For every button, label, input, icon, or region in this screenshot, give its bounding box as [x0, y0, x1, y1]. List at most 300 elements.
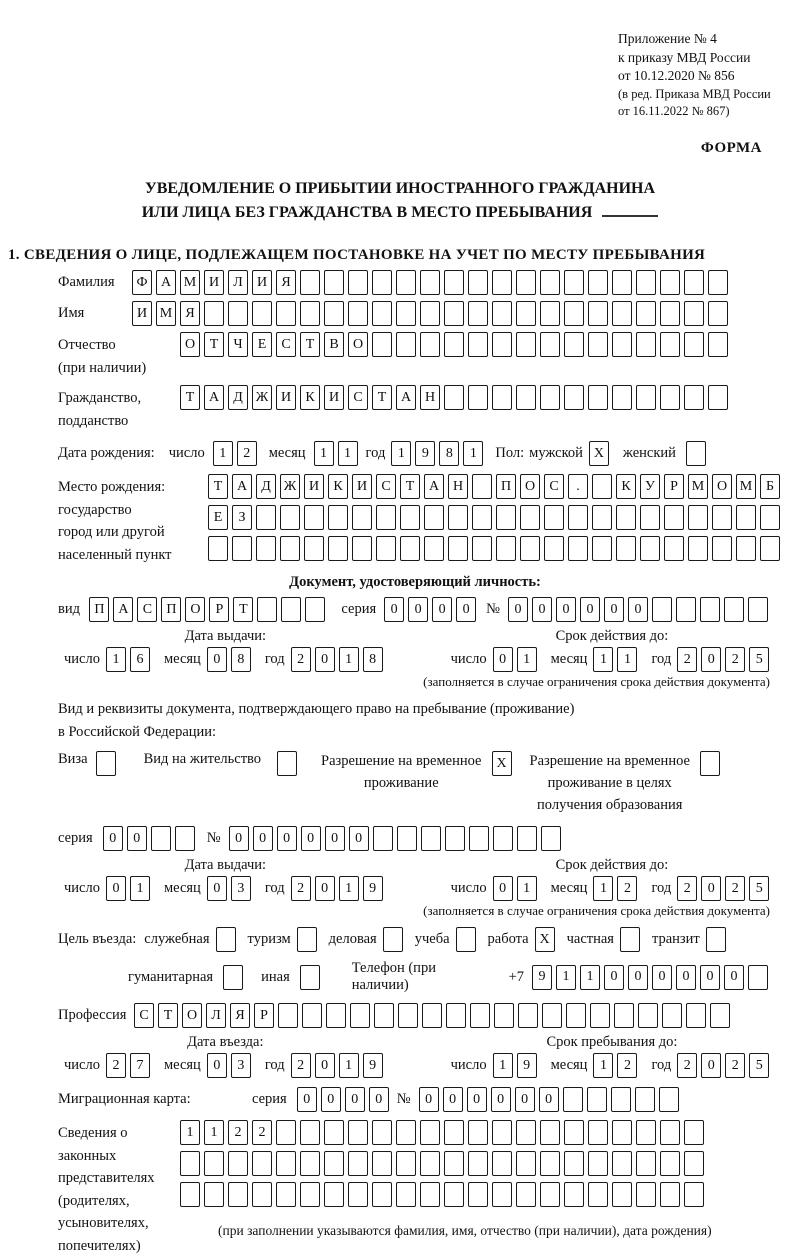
char-cell[interactable]: Р — [664, 474, 684, 499]
char-cell[interactable] — [659, 1087, 679, 1112]
char-cell[interactable] — [397, 826, 417, 851]
char-cell[interactable] — [520, 505, 540, 530]
char-cell[interactable]: 0 — [628, 965, 648, 990]
char-cell[interactable] — [516, 270, 536, 295]
purpose-business-checkbox[interactable] — [383, 927, 403, 952]
char-cell[interactable] — [281, 597, 301, 622]
char-cell[interactable] — [612, 1151, 632, 1176]
char-cell[interactable] — [492, 1151, 512, 1176]
char-cell[interactable] — [612, 385, 632, 410]
char-cell[interactable] — [708, 270, 728, 295]
char-cell[interactable]: Ж — [252, 385, 272, 410]
char-cell[interactable]: 1 — [180, 1120, 200, 1145]
char-cell[interactable]: 0 — [321, 1087, 341, 1112]
char-cell[interactable] — [636, 301, 656, 326]
char-cell[interactable]: 0 — [103, 826, 123, 851]
char-cell[interactable]: 0 — [315, 647, 335, 672]
char-cell[interactable] — [208, 536, 228, 561]
char-cell[interactable] — [516, 385, 536, 410]
char-cell[interactable]: О — [185, 597, 205, 622]
char-cell[interactable] — [204, 301, 224, 326]
char-cell[interactable]: 1 — [339, 647, 359, 672]
char-cell[interactable] — [636, 270, 656, 295]
char-cell[interactable] — [400, 505, 420, 530]
char-cell[interactable]: 0 — [508, 597, 528, 622]
char-cell[interactable]: . — [568, 474, 588, 499]
char-cell[interactable] — [708, 385, 728, 410]
char-cell[interactable] — [684, 1182, 704, 1207]
char-cell[interactable] — [420, 1120, 440, 1145]
char-cell[interactable] — [376, 536, 396, 561]
char-cell[interactable] — [496, 505, 516, 530]
char-cell[interactable]: 2 — [677, 1053, 697, 1078]
char-cell[interactable]: 1 — [517, 876, 537, 901]
char-cell[interactable] — [252, 301, 272, 326]
char-cell[interactable]: 1 — [339, 1053, 359, 1078]
char-cell[interactable] — [328, 536, 348, 561]
char-cell[interactable] — [616, 536, 636, 561]
char-cell[interactable] — [396, 332, 416, 357]
char-cell[interactable]: 1 — [593, 647, 613, 672]
char-cell[interactable]: 2 — [677, 647, 697, 672]
char-cell[interactable] — [684, 332, 704, 357]
char-cell[interactable]: 0 — [419, 1087, 439, 1112]
char-cell[interactable]: П — [161, 597, 181, 622]
char-cell[interactable] — [324, 1151, 344, 1176]
char-cell[interactable] — [396, 270, 416, 295]
char-cell[interactable] — [420, 332, 440, 357]
char-cell[interactable]: 0 — [676, 965, 696, 990]
purpose-private-checkbox[interactable] — [620, 927, 640, 952]
char-cell[interactable] — [376, 505, 396, 530]
char-cell[interactable] — [588, 385, 608, 410]
char-cell[interactable]: 5 — [749, 1053, 769, 1078]
char-cell[interactable]: А — [156, 270, 176, 295]
char-cell[interactable] — [470, 1003, 490, 1028]
char-cell[interactable]: 2 — [106, 1053, 126, 1078]
char-cell[interactable]: О — [180, 332, 200, 357]
char-cell[interactable] — [326, 1003, 346, 1028]
char-cell[interactable] — [468, 1120, 488, 1145]
char-cell[interactable] — [472, 536, 492, 561]
char-cell[interactable]: К — [616, 474, 636, 499]
residence-permit-checkbox[interactable] — [277, 751, 297, 776]
char-cell[interactable]: Я — [230, 1003, 250, 1028]
char-cell[interactable] — [328, 505, 348, 530]
char-cell[interactable] — [652, 597, 672, 622]
char-cell[interactable]: 2 — [291, 876, 311, 901]
char-cell[interactable] — [256, 536, 276, 561]
char-cell[interactable] — [684, 301, 704, 326]
char-cell[interactable]: 2 — [725, 647, 745, 672]
char-cell[interactable]: 5 — [749, 876, 769, 901]
char-cell[interactable] — [304, 536, 324, 561]
char-cell[interactable] — [708, 301, 728, 326]
char-cell[interactable]: 0 — [604, 965, 624, 990]
char-cell[interactable] — [640, 536, 660, 561]
char-cell[interactable] — [445, 826, 465, 851]
char-cell[interactable] — [664, 536, 684, 561]
sex-male-checkbox[interactable]: X — [589, 441, 609, 466]
char-cell[interactable] — [444, 1120, 464, 1145]
visa-checkbox[interactable] — [96, 751, 116, 776]
char-cell[interactable] — [175, 826, 195, 851]
purpose-other-checkbox[interactable] — [300, 965, 320, 990]
char-cell[interactable]: Л — [206, 1003, 226, 1028]
char-cell[interactable] — [564, 332, 584, 357]
char-cell[interactable] — [324, 1182, 344, 1207]
char-cell[interactable] — [302, 1003, 322, 1028]
char-cell[interactable]: А — [204, 385, 224, 410]
char-cell[interactable]: 0 — [229, 826, 249, 851]
char-cell[interactable]: 1 — [391, 441, 411, 466]
char-cell[interactable] — [638, 1003, 658, 1028]
char-cell[interactable]: 0 — [493, 876, 513, 901]
char-cell[interactable] — [324, 270, 344, 295]
char-cell[interactable]: Т — [400, 474, 420, 499]
char-cell[interactable] — [252, 1151, 272, 1176]
char-cell[interactable] — [305, 597, 325, 622]
char-cell[interactable] — [180, 1182, 200, 1207]
char-cell[interactable]: Т — [233, 597, 253, 622]
char-cell[interactable] — [635, 1087, 655, 1112]
char-cell[interactable]: Н — [420, 385, 440, 410]
char-cell[interactable] — [469, 826, 489, 851]
char-cell[interactable]: 6 — [130, 647, 150, 672]
char-cell[interactable] — [662, 1003, 682, 1028]
char-cell[interactable] — [660, 301, 680, 326]
char-cell[interactable]: И — [132, 301, 152, 326]
char-cell[interactable]: 1 — [130, 876, 150, 901]
char-cell[interactable]: У — [640, 474, 660, 499]
char-cell[interactable] — [518, 1003, 538, 1028]
char-cell[interactable] — [444, 332, 464, 357]
char-cell[interactable]: Т — [158, 1003, 178, 1028]
char-cell[interactable] — [400, 536, 420, 561]
char-cell[interactable] — [468, 385, 488, 410]
char-cell[interactable] — [348, 301, 368, 326]
char-cell[interactable]: 9 — [517, 1053, 537, 1078]
char-cell[interactable] — [472, 474, 492, 499]
char-cell[interactable] — [592, 505, 612, 530]
char-cell[interactable] — [420, 270, 440, 295]
char-cell[interactable] — [180, 1151, 200, 1176]
char-cell[interactable] — [540, 1151, 560, 1176]
char-cell[interactable] — [708, 332, 728, 357]
char-cell[interactable]: К — [328, 474, 348, 499]
purpose-transit-checkbox[interactable] — [706, 927, 726, 952]
char-cell[interactable] — [564, 270, 584, 295]
char-cell[interactable]: 0 — [652, 965, 672, 990]
char-cell[interactable]: А — [232, 474, 252, 499]
char-cell[interactable] — [398, 1003, 418, 1028]
char-cell[interactable]: М — [688, 474, 708, 499]
char-cell[interactable]: 0 — [408, 597, 428, 622]
char-cell[interactable] — [252, 1182, 272, 1207]
char-cell[interactable]: Ч — [228, 332, 248, 357]
char-cell[interactable] — [516, 1182, 536, 1207]
char-cell[interactable] — [736, 505, 756, 530]
char-cell[interactable] — [592, 536, 612, 561]
char-cell[interactable] — [300, 1182, 320, 1207]
char-cell[interactable]: 0 — [325, 826, 345, 851]
char-cell[interactable] — [492, 1120, 512, 1145]
char-cell[interactable] — [568, 505, 588, 530]
char-cell[interactable]: И — [204, 270, 224, 295]
char-cell[interactable] — [636, 1120, 656, 1145]
char-cell[interactable]: 0 — [539, 1087, 559, 1112]
char-cell[interactable] — [276, 1151, 296, 1176]
char-cell[interactable] — [688, 505, 708, 530]
char-cell[interactable] — [373, 826, 393, 851]
char-cell[interactable]: С — [137, 597, 157, 622]
char-cell[interactable]: 0 — [700, 965, 720, 990]
char-cell[interactable]: 8 — [363, 647, 383, 672]
char-cell[interactable]: 2 — [725, 876, 745, 901]
char-cell[interactable] — [278, 1003, 298, 1028]
char-cell[interactable] — [564, 385, 584, 410]
char-cell[interactable] — [494, 1003, 514, 1028]
char-cell[interactable]: 0 — [580, 597, 600, 622]
char-cell[interactable]: С — [376, 474, 396, 499]
char-cell[interactable] — [568, 536, 588, 561]
char-cell[interactable] — [636, 332, 656, 357]
char-cell[interactable] — [616, 505, 636, 530]
char-cell[interactable] — [422, 1003, 442, 1028]
char-cell[interactable] — [348, 1151, 368, 1176]
char-cell[interactable]: 0 — [207, 876, 227, 901]
purpose-study-checkbox[interactable] — [456, 927, 476, 952]
char-cell[interactable]: 0 — [127, 826, 147, 851]
char-cell[interactable]: И — [324, 385, 344, 410]
char-cell[interactable] — [612, 270, 632, 295]
char-cell[interactable]: И — [352, 474, 372, 499]
char-cell[interactable]: 2 — [725, 1053, 745, 1078]
char-cell[interactable]: Р — [209, 597, 229, 622]
char-cell[interactable]: 0 — [384, 597, 404, 622]
char-cell[interactable]: Н — [448, 474, 468, 499]
char-cell[interactable] — [396, 1120, 416, 1145]
char-cell[interactable]: 0 — [301, 826, 321, 851]
char-cell[interactable]: 0 — [456, 597, 476, 622]
char-cell[interactable] — [421, 826, 441, 851]
char-cell[interactable]: О — [520, 474, 540, 499]
char-cell[interactable]: 2 — [617, 876, 637, 901]
char-cell[interactable] — [420, 1182, 440, 1207]
char-cell[interactable] — [396, 1182, 416, 1207]
char-cell[interactable]: 1 — [593, 876, 613, 901]
char-cell[interactable] — [748, 965, 768, 990]
char-cell[interactable] — [588, 1120, 608, 1145]
char-cell[interactable] — [444, 1182, 464, 1207]
purpose-work-checkbox[interactable]: X — [535, 927, 555, 952]
char-cell[interactable]: 0 — [315, 876, 335, 901]
char-cell[interactable]: А — [113, 597, 133, 622]
char-cell[interactable] — [492, 1182, 512, 1207]
char-cell[interactable]: 1 — [593, 1053, 613, 1078]
char-cell[interactable]: Т — [372, 385, 392, 410]
char-cell[interactable]: 1 — [493, 1053, 513, 1078]
char-cell[interactable] — [472, 505, 492, 530]
char-cell[interactable]: 1 — [106, 647, 126, 672]
char-cell[interactable] — [660, 385, 680, 410]
char-cell[interactable] — [324, 301, 344, 326]
char-cell[interactable] — [492, 270, 512, 295]
char-cell[interactable]: 0 — [532, 597, 552, 622]
char-cell[interactable] — [636, 1151, 656, 1176]
char-cell[interactable] — [760, 536, 780, 561]
char-cell[interactable]: Е — [208, 505, 228, 530]
char-cell[interactable]: 0 — [701, 1053, 721, 1078]
char-cell[interactable] — [492, 385, 512, 410]
char-cell[interactable]: З — [232, 505, 252, 530]
char-cell[interactable]: 0 — [432, 597, 452, 622]
char-cell[interactable] — [612, 1120, 632, 1145]
char-cell[interactable]: 9 — [532, 965, 552, 990]
char-cell[interactable] — [540, 385, 560, 410]
char-cell[interactable]: Р — [254, 1003, 274, 1028]
char-cell[interactable] — [468, 270, 488, 295]
char-cell[interactable] — [280, 505, 300, 530]
char-cell[interactable] — [676, 597, 696, 622]
char-cell[interactable] — [444, 301, 464, 326]
char-cell[interactable]: А — [396, 385, 416, 410]
char-cell[interactable]: Ж — [280, 474, 300, 499]
char-cell[interactable] — [372, 301, 392, 326]
char-cell[interactable]: Б — [760, 474, 780, 499]
char-cell[interactable]: С — [348, 385, 368, 410]
char-cell[interactable]: 8 — [231, 647, 251, 672]
char-cell[interactable] — [760, 505, 780, 530]
char-cell[interactable] — [684, 385, 704, 410]
char-cell[interactable]: И — [304, 474, 324, 499]
char-cell[interactable]: 9 — [363, 876, 383, 901]
char-cell[interactable] — [468, 1182, 488, 1207]
char-cell[interactable] — [276, 1120, 296, 1145]
char-cell[interactable] — [372, 1120, 392, 1145]
char-cell[interactable]: О — [712, 474, 732, 499]
char-cell[interactable] — [612, 1182, 632, 1207]
char-cell[interactable] — [348, 1120, 368, 1145]
char-cell[interactable]: Т — [180, 385, 200, 410]
char-cell[interactable]: 0 — [701, 876, 721, 901]
char-cell[interactable] — [257, 597, 277, 622]
char-cell[interactable]: 0 — [701, 647, 721, 672]
char-cell[interactable] — [540, 1182, 560, 1207]
char-cell[interactable]: 0 — [491, 1087, 511, 1112]
char-cell[interactable]: М — [180, 270, 200, 295]
char-cell[interactable]: Т — [204, 332, 224, 357]
char-cell[interactable] — [588, 1151, 608, 1176]
char-cell[interactable] — [492, 332, 512, 357]
char-cell[interactable] — [352, 505, 372, 530]
char-cell[interactable]: П — [496, 474, 516, 499]
char-cell[interactable]: 2 — [291, 647, 311, 672]
char-cell[interactable] — [684, 1151, 704, 1176]
char-cell[interactable]: 0 — [556, 597, 576, 622]
char-cell[interactable]: К — [300, 385, 320, 410]
char-cell[interactable]: С — [544, 474, 564, 499]
char-cell[interactable] — [280, 536, 300, 561]
char-cell[interactable]: 2 — [237, 441, 257, 466]
char-cell[interactable] — [396, 1151, 416, 1176]
char-cell[interactable] — [700, 597, 720, 622]
char-cell[interactable]: 1 — [204, 1120, 224, 1145]
char-cell[interactable] — [324, 1120, 344, 1145]
char-cell[interactable] — [444, 1151, 464, 1176]
char-cell[interactable] — [712, 536, 732, 561]
char-cell[interactable]: 1 — [517, 647, 537, 672]
char-cell[interactable] — [232, 536, 252, 561]
char-cell[interactable] — [493, 826, 513, 851]
char-cell[interactable]: А — [424, 474, 444, 499]
char-cell[interactable]: С — [276, 332, 296, 357]
char-cell[interactable] — [424, 536, 444, 561]
char-cell[interactable] — [468, 301, 488, 326]
char-cell[interactable] — [228, 1182, 248, 1207]
char-cell[interactable]: 0 — [369, 1087, 389, 1112]
char-cell[interactable]: Ф — [132, 270, 152, 295]
char-cell[interactable]: 3 — [231, 1053, 251, 1078]
char-cell[interactable]: 0 — [315, 1053, 335, 1078]
char-cell[interactable] — [684, 1120, 704, 1145]
char-cell[interactable] — [636, 385, 656, 410]
char-cell[interactable] — [540, 270, 560, 295]
char-cell[interactable]: 2 — [677, 876, 697, 901]
char-cell[interactable] — [468, 332, 488, 357]
char-cell[interactable] — [664, 505, 684, 530]
char-cell[interactable] — [712, 505, 732, 530]
char-cell[interactable] — [612, 301, 632, 326]
char-cell[interactable]: 0 — [207, 647, 227, 672]
char-cell[interactable]: 0 — [345, 1087, 365, 1112]
char-cell[interactable]: 0 — [628, 597, 648, 622]
char-cell[interactable]: М — [156, 301, 176, 326]
char-cell[interactable] — [540, 332, 560, 357]
char-cell[interactable]: 5 — [749, 647, 769, 672]
char-cell[interactable] — [348, 270, 368, 295]
char-cell[interactable] — [204, 1151, 224, 1176]
temp-residence-edu-checkbox[interactable] — [700, 751, 720, 776]
char-cell[interactable] — [516, 1151, 536, 1176]
sex-female-checkbox[interactable] — [686, 441, 706, 466]
char-cell[interactable]: И — [276, 385, 296, 410]
char-cell[interactable] — [372, 1182, 392, 1207]
char-cell[interactable] — [151, 826, 171, 851]
char-cell[interactable] — [352, 536, 372, 561]
char-cell[interactable] — [710, 1003, 730, 1028]
char-cell[interactable]: 3 — [231, 876, 251, 901]
char-cell[interactable] — [566, 1003, 586, 1028]
char-cell[interactable]: М — [736, 474, 756, 499]
char-cell[interactable]: 1 — [314, 441, 334, 466]
char-cell[interactable]: И — [252, 270, 272, 295]
char-cell[interactable]: 0 — [297, 1087, 317, 1112]
char-cell[interactable] — [614, 1003, 634, 1028]
char-cell[interactable] — [492, 301, 512, 326]
char-cell[interactable] — [588, 1182, 608, 1207]
char-cell[interactable] — [348, 1182, 368, 1207]
char-cell[interactable]: 0 — [724, 965, 744, 990]
char-cell[interactable] — [636, 1182, 656, 1207]
purpose-humanitarian-checkbox[interactable] — [223, 965, 243, 990]
char-cell[interactable] — [660, 1182, 680, 1207]
char-cell[interactable] — [372, 332, 392, 357]
char-cell[interactable] — [446, 1003, 466, 1028]
char-cell[interactable] — [542, 1003, 562, 1028]
char-cell[interactable] — [540, 301, 560, 326]
char-cell[interactable] — [300, 1120, 320, 1145]
